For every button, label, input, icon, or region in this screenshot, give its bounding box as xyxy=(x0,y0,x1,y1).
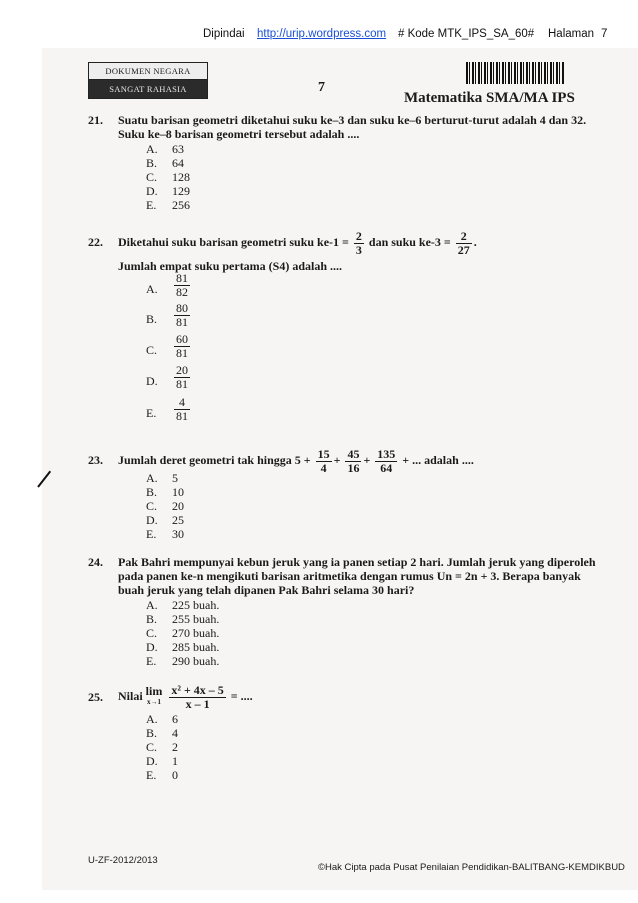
scanned-by-label: Dipindai xyxy=(203,28,245,40)
document-class-label: DOKUMEN NEGARA xyxy=(89,63,207,80)
answer-option: E. 0 xyxy=(146,768,178,782)
question-text-line: Suatu barisan geometri diketahui suku ke–3 dan suku ke–6 berturut-turut adalah 4 dan 32. xyxy=(118,113,587,127)
secrecy-label: SANGAT RAHASIA xyxy=(89,80,207,98)
answer-option: A. 63 xyxy=(146,142,184,156)
question-number: 24. xyxy=(88,555,103,569)
answer-option: D. 129 xyxy=(146,184,190,198)
question-number: 25. xyxy=(88,690,103,704)
answer-option: A. 6 xyxy=(146,712,178,726)
source-link[interactable]: http://urip.wordpress.com xyxy=(257,28,387,40)
answer-option: D. 1 xyxy=(146,754,178,768)
question-text-line: Nilai lim x→1 $\frac{\text{x² + 4x – 5}}{x - 1}$ = .... xyxy=(118,682,253,711)
answer-option: B. 10 xyxy=(146,485,184,499)
question-text-line: buah jeruk yang telah dipanen Pak Bahri selama 30 hari? xyxy=(118,583,415,597)
answer-option: B. 64 xyxy=(146,156,184,170)
scan-info-bar xyxy=(0,28,638,48)
copyright-notice: ©Hak Cipta pada Pusat Penilaian Pendidikan-BALITBANG-KEMDIKBUD xyxy=(318,862,625,873)
subject-title: Matematika SMA/MA IPS xyxy=(404,90,575,106)
question-text-line: Jumlah empat suku pertama (S4) adalah .... xyxy=(118,259,343,273)
exam-code: U-ZF-2012/2013 xyxy=(88,855,158,866)
question-text-line: Suku ke–8 barisan geometri tersebut adalah .... xyxy=(118,127,360,141)
question-text-line: Diketahui suku barisan geometri suku ke-1 = $\frac{2}{3}$ dan suku ke-3 = $\frac{2}{27}$ . xyxy=(118,228,477,257)
answer-option: C. 2 xyxy=(146,740,178,754)
document-code: # Kode MTK_IPS_SA_60# xyxy=(398,28,535,40)
answer-option: D. 285 buah. xyxy=(146,640,220,654)
answer-option: C. 128 xyxy=(146,170,190,184)
question-number: 21. xyxy=(88,113,103,127)
barcode xyxy=(466,62,564,84)
question-text-line: Pak Bahri mempunyai kebun jeruk yang ia panen setiap 2 hari. Jumlah jeruk yang diperoleh xyxy=(118,555,596,569)
answer-option: A. 225 buah. xyxy=(146,598,220,612)
answer-option: A. 5 xyxy=(146,471,178,485)
classification-box xyxy=(88,62,208,99)
question-number: 22. xyxy=(88,235,103,249)
question-text-line: pada panen ke-n mengikuti barisan aritmetika dengan rumus Un = 2n + 3. Berapa banyak xyxy=(118,569,581,583)
answer-option: C. 270 buah. xyxy=(146,626,220,640)
question-number: 23. xyxy=(88,453,103,467)
answer-option: E. 290 buah. xyxy=(146,654,220,668)
answer-option: B. 255 buah. xyxy=(146,612,220,626)
page-number-top: 7 xyxy=(601,28,608,40)
answer-option: D. 25 xyxy=(146,513,184,527)
page-number: 7 xyxy=(318,80,325,95)
answer-option: E. 30 xyxy=(146,527,184,541)
question-text-line: Jumlah deret geometri tak hingga 5 + $\frac{15}{4}$ + $\frac{45}{16}$ + $\frac{135}{64}$ + ... adalah .... xyxy=(118,446,474,475)
answer-option: C. 20 xyxy=(146,499,184,513)
page-label: Halaman xyxy=(548,28,595,40)
answer-option: B. 4 xyxy=(146,726,178,740)
answer-option: E. 256 xyxy=(146,198,190,212)
